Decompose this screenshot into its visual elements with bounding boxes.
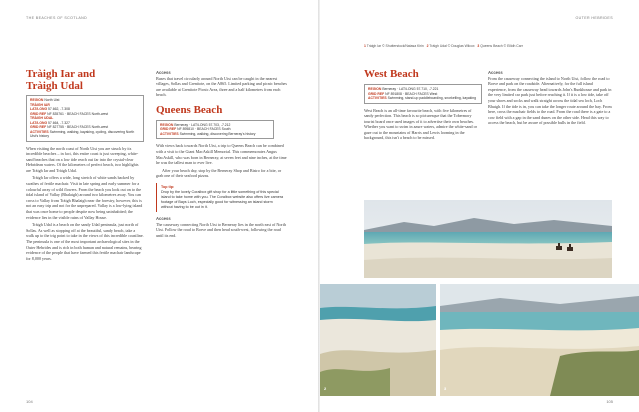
photo-number-3: 3 bbox=[444, 386, 447, 391]
mid-column bbox=[156, 68, 288, 240]
west-beach-wide-photo bbox=[364, 200, 612, 278]
traigh-title-line1: Tràigh Iar and bbox=[26, 68, 96, 80]
info-row: ACTIVITIES Swimming, walking, discovering Berneray's history bbox=[160, 131, 256, 136]
info-row: REGION North Uist bbox=[30, 98, 60, 102]
info-row: LAT/LONG 57.662, -7.308 bbox=[30, 107, 70, 111]
west-info-box bbox=[364, 84, 482, 104]
photo-number-2: 2 bbox=[324, 386, 327, 391]
info-row: TRÀIGH UDAL bbox=[30, 116, 54, 120]
left-folio: 104 bbox=[26, 399, 33, 404]
west-access-column bbox=[488, 68, 612, 128]
west-access-text: From the causeway connecting the island to North Uist, follow the road to Borve and park on the roadside. Alternatively, for the full island experience, from the causeway head towards John's Bunkhouse and park in the very limited car park just before reaching it. If it is a low tide, take off your shoes and socks and walk straight across the tidal sea loch, Loch Bhuigh. If the tide is in, you can take the longer route around the bay. From here, cross the machair fields to the road. From the road there is a gate to a cow field with a gap in the sand dunes on the other side. Head this way to access the beach, but be aware of possible bulls in the field. bbox=[488, 75, 612, 126]
info-row: GRID REF NF 891808 · BEACH FACES West bbox=[368, 91, 438, 96]
queens-access-heading: Access bbox=[156, 216, 171, 222]
info-row: ACTIVITIES Swimming, walking, kayaking, cycling, discovering North Uist's history bbox=[30, 129, 135, 138]
traigh-para-3: Tràigh Udal is a beach on the sandy Udal peninsula, just north of Sollas. As well as stopping off at the beautiful, sandy beach, take a walk up to the trig point to take in the views of this incredible coastline. The peninsula is one of the most important archaeological sites in the Outer Hebrides and is rich in both human and natural remains, bearing evidence of the people that have farmed this fertile machair landscape for 8,000 years. bbox=[26, 222, 144, 261]
traigh-title bbox=[26, 68, 144, 92]
info-row: GRID REF NF 835761 · BEACH FACES North-west bbox=[30, 111, 109, 116]
queens-beach-photo bbox=[440, 284, 639, 396]
queens-para-2: After your beach day, stop by the Berneray Shop and Bistro for a bite, or grab one of their seafood pizzas. bbox=[156, 167, 282, 179]
dune-image bbox=[320, 284, 436, 396]
queens-title: Queens Beach bbox=[156, 103, 223, 116]
info-row: LAT/LONG 57.664, -7.327 bbox=[30, 120, 70, 125]
west-title: West Beach bbox=[364, 68, 419, 80]
info-row: ACTIVITIES Swimming, stand-up paddleboarding, snorkelling, kayaking bbox=[368, 96, 477, 100]
queens-access-text: The causeway connecting North Uist to Berneray lies in the north east of North Uist. Follow the road to Borve and then head south-west, following the road until its end. bbox=[156, 221, 286, 238]
right-running-head: OUTER HEBRIDES bbox=[575, 16, 613, 20]
top-tip-text: Drop by the lovely Coralbox gift shop for a little something of this special island to take home with you. The Coralbox website also offers live camera footage of Bays Loch, especially good for witnessing an island storm without having to be out in it. bbox=[161, 190, 284, 210]
west-column bbox=[364, 68, 482, 143]
info-row: REGION Berneray · LAT/LONG 57.703, -7.212 bbox=[160, 122, 231, 127]
coast-image bbox=[440, 284, 639, 396]
traigh-para-1: When visiting the north coast of North Uist you are struck by its incredible beaches – in fact, this entire coast is just sweeping, white-sand beaches that on a low tide reach out far into the crystal-clear Hebridean waters. Of the kilometres of perfect beach, two highlights are Tràigh Iar and Tràigh Udal. bbox=[26, 145, 139, 173]
traigh-access-text: Buses that travel circularly around North Uist can be caught in the nearest villages, Sollas and Grenitote, on the A865. Limited parking and picnic benches are available at Grenitote Picnic Area, three and a half kilometres from each beach. bbox=[156, 75, 287, 98]
traigh-udal-photo bbox=[320, 284, 436, 396]
info-row: TRÀIGH IAR bbox=[30, 102, 50, 107]
left-running-head: THE BEACHES OF SCOTLAND bbox=[26, 16, 88, 20]
left-page bbox=[0, 0, 318, 412]
beach-panorama-image bbox=[364, 200, 612, 278]
traigh-info-box bbox=[26, 95, 144, 142]
top-tip-box bbox=[156, 183, 288, 212]
west-body: West Beach is an all-time favourite beach, with five kilometres of sandy perfection. This beach is so picturesque that the Tobermory tourist board once used images of it to advertise their own beaches. Whether you want to swim in azure waters, admire the white-sand or gaze out to the mountains of Harris and Lewis looming in the background, this isn't a beach to be missed. bbox=[364, 107, 477, 141]
traigh-title-line2: Tràigh Udal bbox=[26, 80, 83, 92]
photo-credits: 1 Tràigh Iar © Shutterstock/Natasa Kirin 2 Tràigh Udal © Douglas Wilcox 3 Queens Beach © Eilidh Carr bbox=[364, 44, 523, 48]
info-row: REGION Berneray · LAT/LONG 57.710, -7.221 bbox=[368, 87, 439, 91]
queens-para-1: With views back towards North Uist, a trip to Queens Beach can be combined with a visit to the Giant MacAskill Memorial. This commemorates Angus MacAskill, who was born in Berneray, at seven feet and nine inches, at the time he was the tallest man to ever live. bbox=[156, 143, 287, 166]
traigh-column bbox=[26, 68, 144, 263]
west-access-heading: Access bbox=[488, 70, 503, 75]
right-folio: 105 bbox=[606, 399, 613, 404]
info-row: GRID REF NF 827755 · BEACH FACES North-west bbox=[30, 125, 109, 129]
top-tip-title: Top tip: bbox=[161, 185, 175, 190]
queens-info-box bbox=[156, 120, 274, 140]
right-page bbox=[320, 0, 639, 412]
traigh-para-2: Tràigh Iar offers a wide, long stretch of white sands backed by swathes of fertile machair. Visit in late spring and early summer for a colourful array of wild flowers. From the beach you look out on to the tidal island of Vallay (Bhalaigh) around two kilometres away. You can cross to Vallay from Tràigh Bhalaigh near the forestry, however, this is not an easy trip and not for the unprepared. Vallay is a low-lying island that was once home to people despite now being uninhabited; the evidence lies in the visible ruins of Vallay House. bbox=[26, 175, 143, 220]
traigh-access-heading: Access bbox=[156, 70, 171, 75]
info-row: GRID REF NF 895810 · BEACH FACES South bbox=[160, 127, 231, 132]
